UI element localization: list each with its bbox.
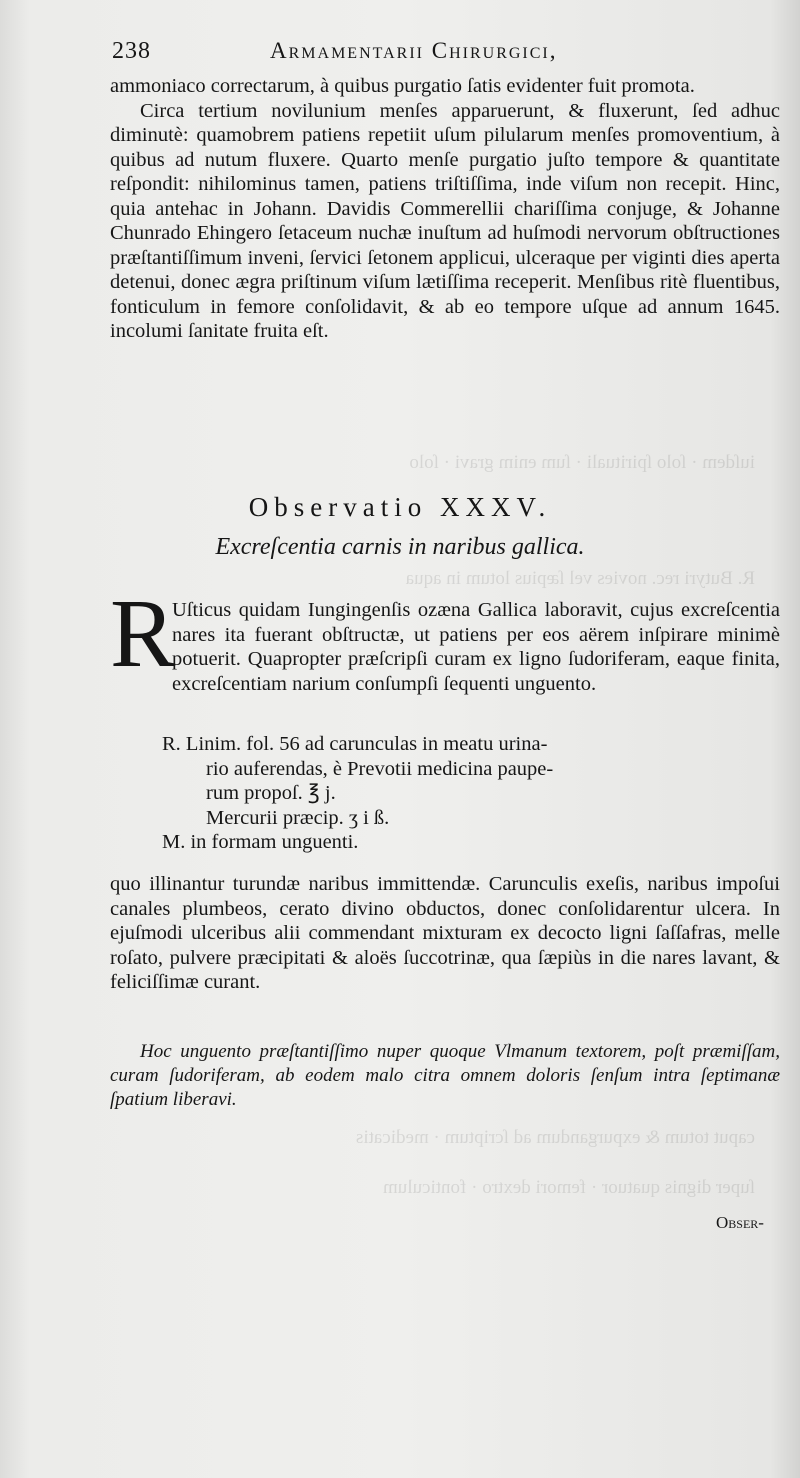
observation-intro-first-lines xyxy=(172,598,780,695)
observation-body xyxy=(110,872,780,995)
drop-cap: R xyxy=(110,580,176,688)
recipe-line: rum propoſ. ℥ j. xyxy=(206,782,336,804)
observation-note xyxy=(110,1040,780,1112)
running-header xyxy=(112,38,752,68)
bleed-through-text: ſuper dignis quatuor · femori dextro · fonticulum xyxy=(383,1177,755,1198)
paragraph: Circa tertium novilunium menſes apparuerunt, & fluxerunt, ſed adhuc diminutè: quamobrem patiens repetiit uſum pilularum menſes promoventium, à quibus ad nutum fluxere. Quarto menſe purgatio juſto tempore & quantitate reſpondit: nihilominus tamen, patiens triſtiſſima, inde viſum non recepit. Hinc, quia antehac in Johann. Davidis Commerellii chariſſima conjuge, & Johanne Chunrado Ehingero ſetaceum nuchæ inuſtum ad huſmodi nervorum obſtructiones præſtantiſſimum inveni, ſervici ſetonem applicui, ulceraque per viginti dies aperta detenui, donec ægra priſtinum viſum lætiſſima receperit. Menſibus ritè fluentibus, fonticulum in femore conſolidavit, & ab eo tempore uſque ad annum 1645. incolumi ſanitate fruita eſt. xyxy=(110,99,780,342)
paragraph: quo illinantur turundæ naribus immittendæ. Carunculis exeſis, naribus impoſui canales plumbeos, cerato divino obductos, donec conſolidarentur ulcera. In ejuſmodi ulceribus alii commendant mixturam ex decocto ligni ſaſſafras, melle roſato, pulvere præcipitati & aloës ſuccotrinæ, qua ſæpiùs in die nares lavant, & feliciſſimæ curant. xyxy=(110,873,780,993)
bleed-through-text: iuſdem · ſolo ſpirituali · ſum enim gravi · ſolo xyxy=(409,452,755,473)
running-title: Armamentarii Chirurgici, xyxy=(270,38,558,63)
recipe xyxy=(110,732,780,855)
observation-xxxiv-conclusion xyxy=(110,74,780,344)
bleed-through-text: caput totum & expurgandum ad ſcriptum · medicatis xyxy=(355,1127,755,1148)
bleed-through-text: R. Butyri rec. novies vel ſæpius lotum in aqua xyxy=(405,568,755,589)
catchword: Obser- xyxy=(716,1213,764,1232)
paragraph: Uſticus quidam Iungingenſis ozæna Gallica laboravit, cujus excreſcentia nares ita fuerant obſtructæ, ut patiens per eos aërem inſpirare minimè potuerit. Quapropter præſcripſi curam ex ligno ſudoriferam, eaque finita, excreſcentiam narium conſumpſi ſequenti unguento. xyxy=(172,599,780,695)
observation-heading: Observatio XXXV. xyxy=(248,492,552,522)
recipe-line: Mercurii præcip. ʒ i ß. xyxy=(206,806,390,829)
recipe-line: rio auferendas, è Prevotii medicina paupe- xyxy=(206,757,554,780)
italic-note: Hoc unguento præſtantiſſimo nuper quoque Vlmanum textorem, poſt præmiſſam, curam ſudoriferam, ab eodem malo citra omnem doloris ſenſum intra ſeptimanæ ſpatium liberavi. xyxy=(110,1041,780,1110)
paragraph: ammoniaco correctarum, à quibus purgatio ſatis evidenter fuit promota. xyxy=(110,75,695,97)
recipe-line: M. in formam unguenti. xyxy=(162,831,359,853)
observation-subheading: Excreſcentia carnis in naribus gallica. xyxy=(215,534,585,560)
recipe-line: R. Linim. fol. 56 ad carunculas in meatu urina- xyxy=(162,733,548,755)
page-number: 238 xyxy=(112,38,151,64)
